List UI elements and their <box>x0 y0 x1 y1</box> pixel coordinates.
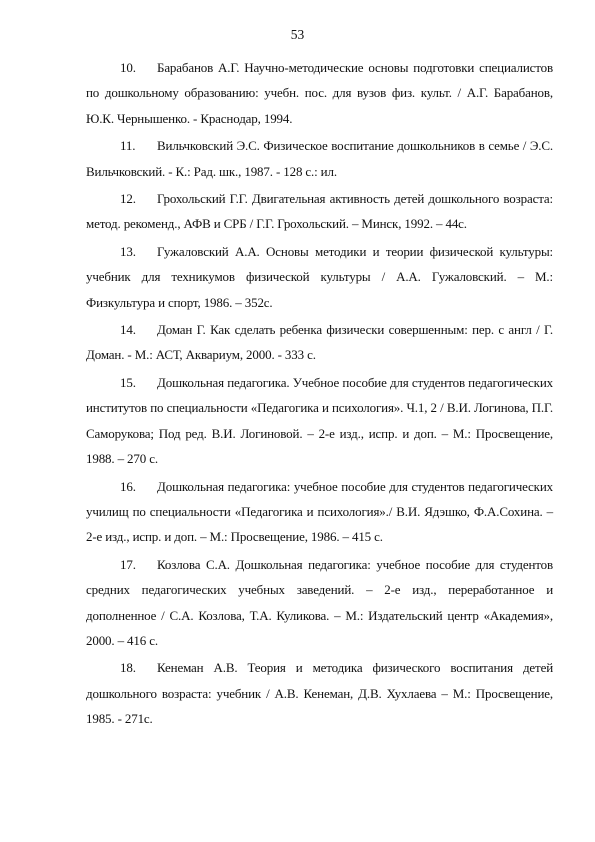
entry-text: Дошкольная педагогика. Учебное пособие для студентов педагогических институтов по специальности «Педагогика и психология». Ч.1, 2 / В.И. Логинова, П.Г. Саморукова; Под ред. В.И. Логиновой. – 2-е изд., испр. и доп. – М.: Просвещение, 1988. – 270 с. <box>86 374 553 467</box>
bibliography-entry <box>86 552 553 654</box>
entry-text: Дошкольная педагогика: учебное пособие для студентов педагогических училищ по специальности «Педагогика и психология»./ В.И. Ядэшко, Ф.А.Сохина. – 2-е изд., испр. и доп. – М.: Просвещение, 1986. – 415 с. <box>86 478 553 545</box>
bibliography-entry <box>86 55 553 131</box>
entry-text: Гужаловский А.А. Основы методики и теории физической культуры: учебник для техникумов физической культуры / А.А. Гужаловский. – М.: Физкультура и спорт, 1986. – 352с. <box>86 243 553 310</box>
bibliography-entry <box>86 655 553 731</box>
entry-number: 16. <box>120 478 136 494</box>
bibliography-entry <box>86 133 553 184</box>
entry-text: Кенеман А.В. Теория и методика физического воспитания детей дошкольного возраста: учебник / А.В. Кенеман, Д.В. Хухлаева – М.: Просвещение, 1985. - 271с. <box>86 660 553 727</box>
entry-number: 11. <box>120 138 136 154</box>
bibliography-entry <box>86 186 553 237</box>
bibliography-list <box>86 55 553 734</box>
entry-text: Доман Г. Как сделать ребенка физически совершенным: пер. с англ / Г. Доман. - М.: АСТ, Аквариум, 2000. - 333 с. <box>86 322 553 363</box>
page-number: 53 <box>290 27 305 42</box>
entry-text: Козлова С.А. Дошкольная педагогика: учебное пособие для студентов средних педагогических учебных заведений. – 2-е изд., переработанное и дополненное / С.А. Козлова, Т.А. Куликова. – М.: Издательский центр «Академия», 2000. – 416 с. <box>86 556 553 648</box>
entry-text: Барабанов А.Г. Научно-методические основы подготовки специалистов по дошкольному образованию: учебн. пос. для вузов физ. культ. / А.Г. Барабанов, Ю.К. Чернышенко. - Краснодар, 1994. <box>86 60 553 126</box>
entry-text: Вильчковский Э.С. Физическое воспитание дошкольников в семье / Э.С. Вильчковский. - К.: Рад. шк., 1987. - 128 с.: ил. <box>86 138 553 179</box>
bibliography-entry <box>86 474 553 550</box>
bibliography-entry <box>86 317 553 368</box>
entry-number: 12. <box>120 191 136 207</box>
entry-number: 15. <box>120 374 136 390</box>
bibliography-entry <box>86 239 553 315</box>
entry-text: Грохольский Г.Г. Двигательная активность детей дошкольного возраста: метод. рекоменд., АФВ и СРБ / Г.Г. Грохольский. – Минск, 1992. – 44с. <box>86 191 553 232</box>
entry-number: 10. <box>120 60 136 75</box>
entry-number: 18. <box>120 660 136 676</box>
bibliography-entry <box>86 370 553 472</box>
entry-number: 14. <box>120 322 136 338</box>
entry-number: 17. <box>120 556 136 572</box>
entry-number: 13. <box>120 243 136 259</box>
